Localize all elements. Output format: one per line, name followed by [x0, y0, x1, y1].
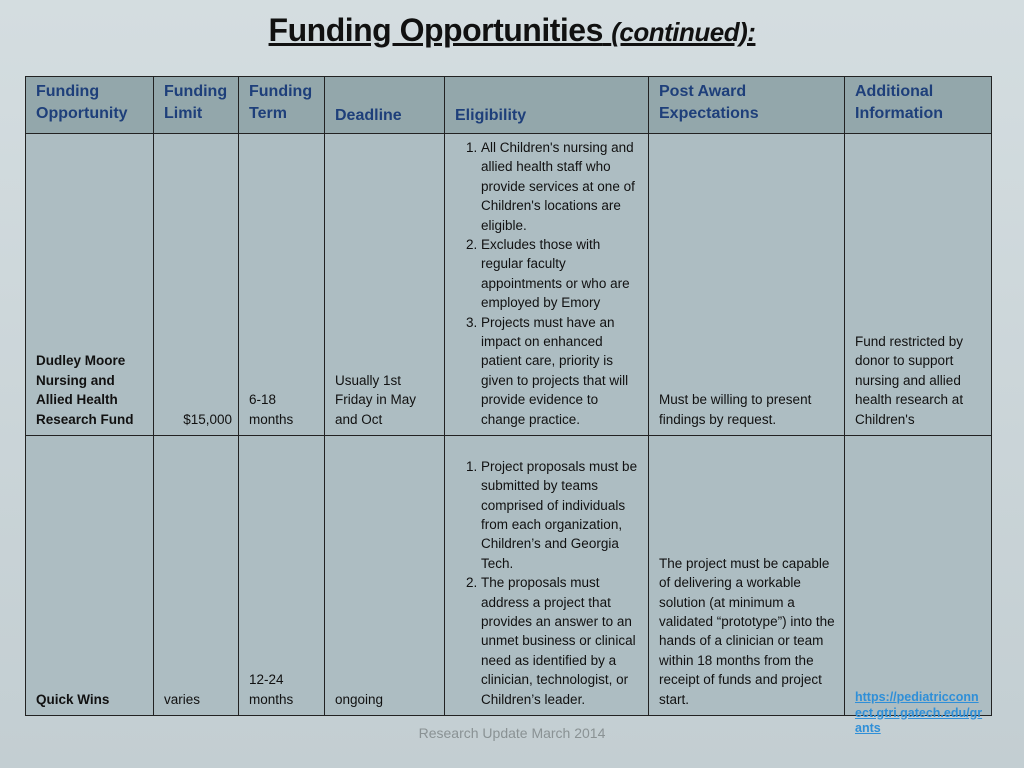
table-header-row: [26, 77, 992, 134]
cell-limit: $15,000: [154, 134, 239, 436]
eligibility-item: 2. The proposals must address a project that provides an answer to an unmet business or clinical need as identified by a clinician, technologist, or Children’s leader.: [481, 573, 642, 709]
page-title-main: Funding Opportunities: [268, 12, 603, 48]
eligibility-item: 3. Projects must have an impact on enhanced patient care, priority is given to projects that will provide evidence to change practice.: [481, 313, 642, 429]
header-funding-opportunity: Funding Opportunity: [26, 77, 154, 134]
cell-eligibility: [445, 436, 649, 716]
eligibility-list: [455, 138, 642, 429]
eligibility-item: 1. Project proposals must be submitted by teams comprised of individuals from each organization, Children’s and Georgia Tech.: [481, 457, 642, 573]
eligibility-list: [455, 457, 642, 709]
table-row: [26, 134, 992, 436]
cell-deadline: ongoing: [325, 436, 445, 716]
cell-opportunity: Quick Wins: [26, 436, 154, 716]
header-deadline: Deadline: [325, 77, 445, 134]
grants-link[interactable]: https://pediatricconnect.gtri.gatech.edu/grants: [855, 690, 983, 735]
cell-term: 12-24 months: [239, 436, 325, 716]
header-funding-term: Funding Term: [239, 77, 325, 134]
cell-opportunity: Dudley Moore Nursing and Allied Health Research Fund: [26, 134, 154, 436]
eligibility-item: 1. All Children's nursing and allied health staff who provide services at one of Children's locations are eligible.: [481, 138, 642, 235]
cell-post-award: The project must be capable of delivering a workable solution (at minimum a validated “prototype”) into the hands of a clinician or team within 18 months from the receipt of funds and project start.: [649, 436, 845, 716]
cell-limit: varies: [154, 436, 239, 716]
page-title: [0, 12, 1024, 49]
header-eligibility: Eligibility: [445, 77, 649, 134]
table-row: [26, 436, 992, 716]
cell-deadline: Usually 1st Friday in May and Oct: [325, 134, 445, 436]
footer-text: Research Update March 2014: [418, 725, 606, 741]
header-funding-limit: Funding Limit: [154, 77, 239, 134]
eligibility-item: 2. Excludes those with regular faculty appointments or who are employed by Emory: [481, 235, 642, 313]
cell-additional: [845, 436, 992, 716]
funding-table: [25, 76, 992, 716]
page-title-sub: (continued):: [611, 17, 756, 47]
cell-post-award: Must be willing to present findings by request.: [649, 134, 845, 436]
cell-additional: Fund restricted by donor to support nursing and allied health research at Children's: [845, 134, 992, 436]
cell-eligibility: [445, 134, 649, 436]
cell-term: 6-18 months: [239, 134, 325, 436]
header-additional-information: Additional Information: [845, 77, 992, 134]
header-post-award-expectations: Post Award Expectations: [649, 77, 845, 134]
